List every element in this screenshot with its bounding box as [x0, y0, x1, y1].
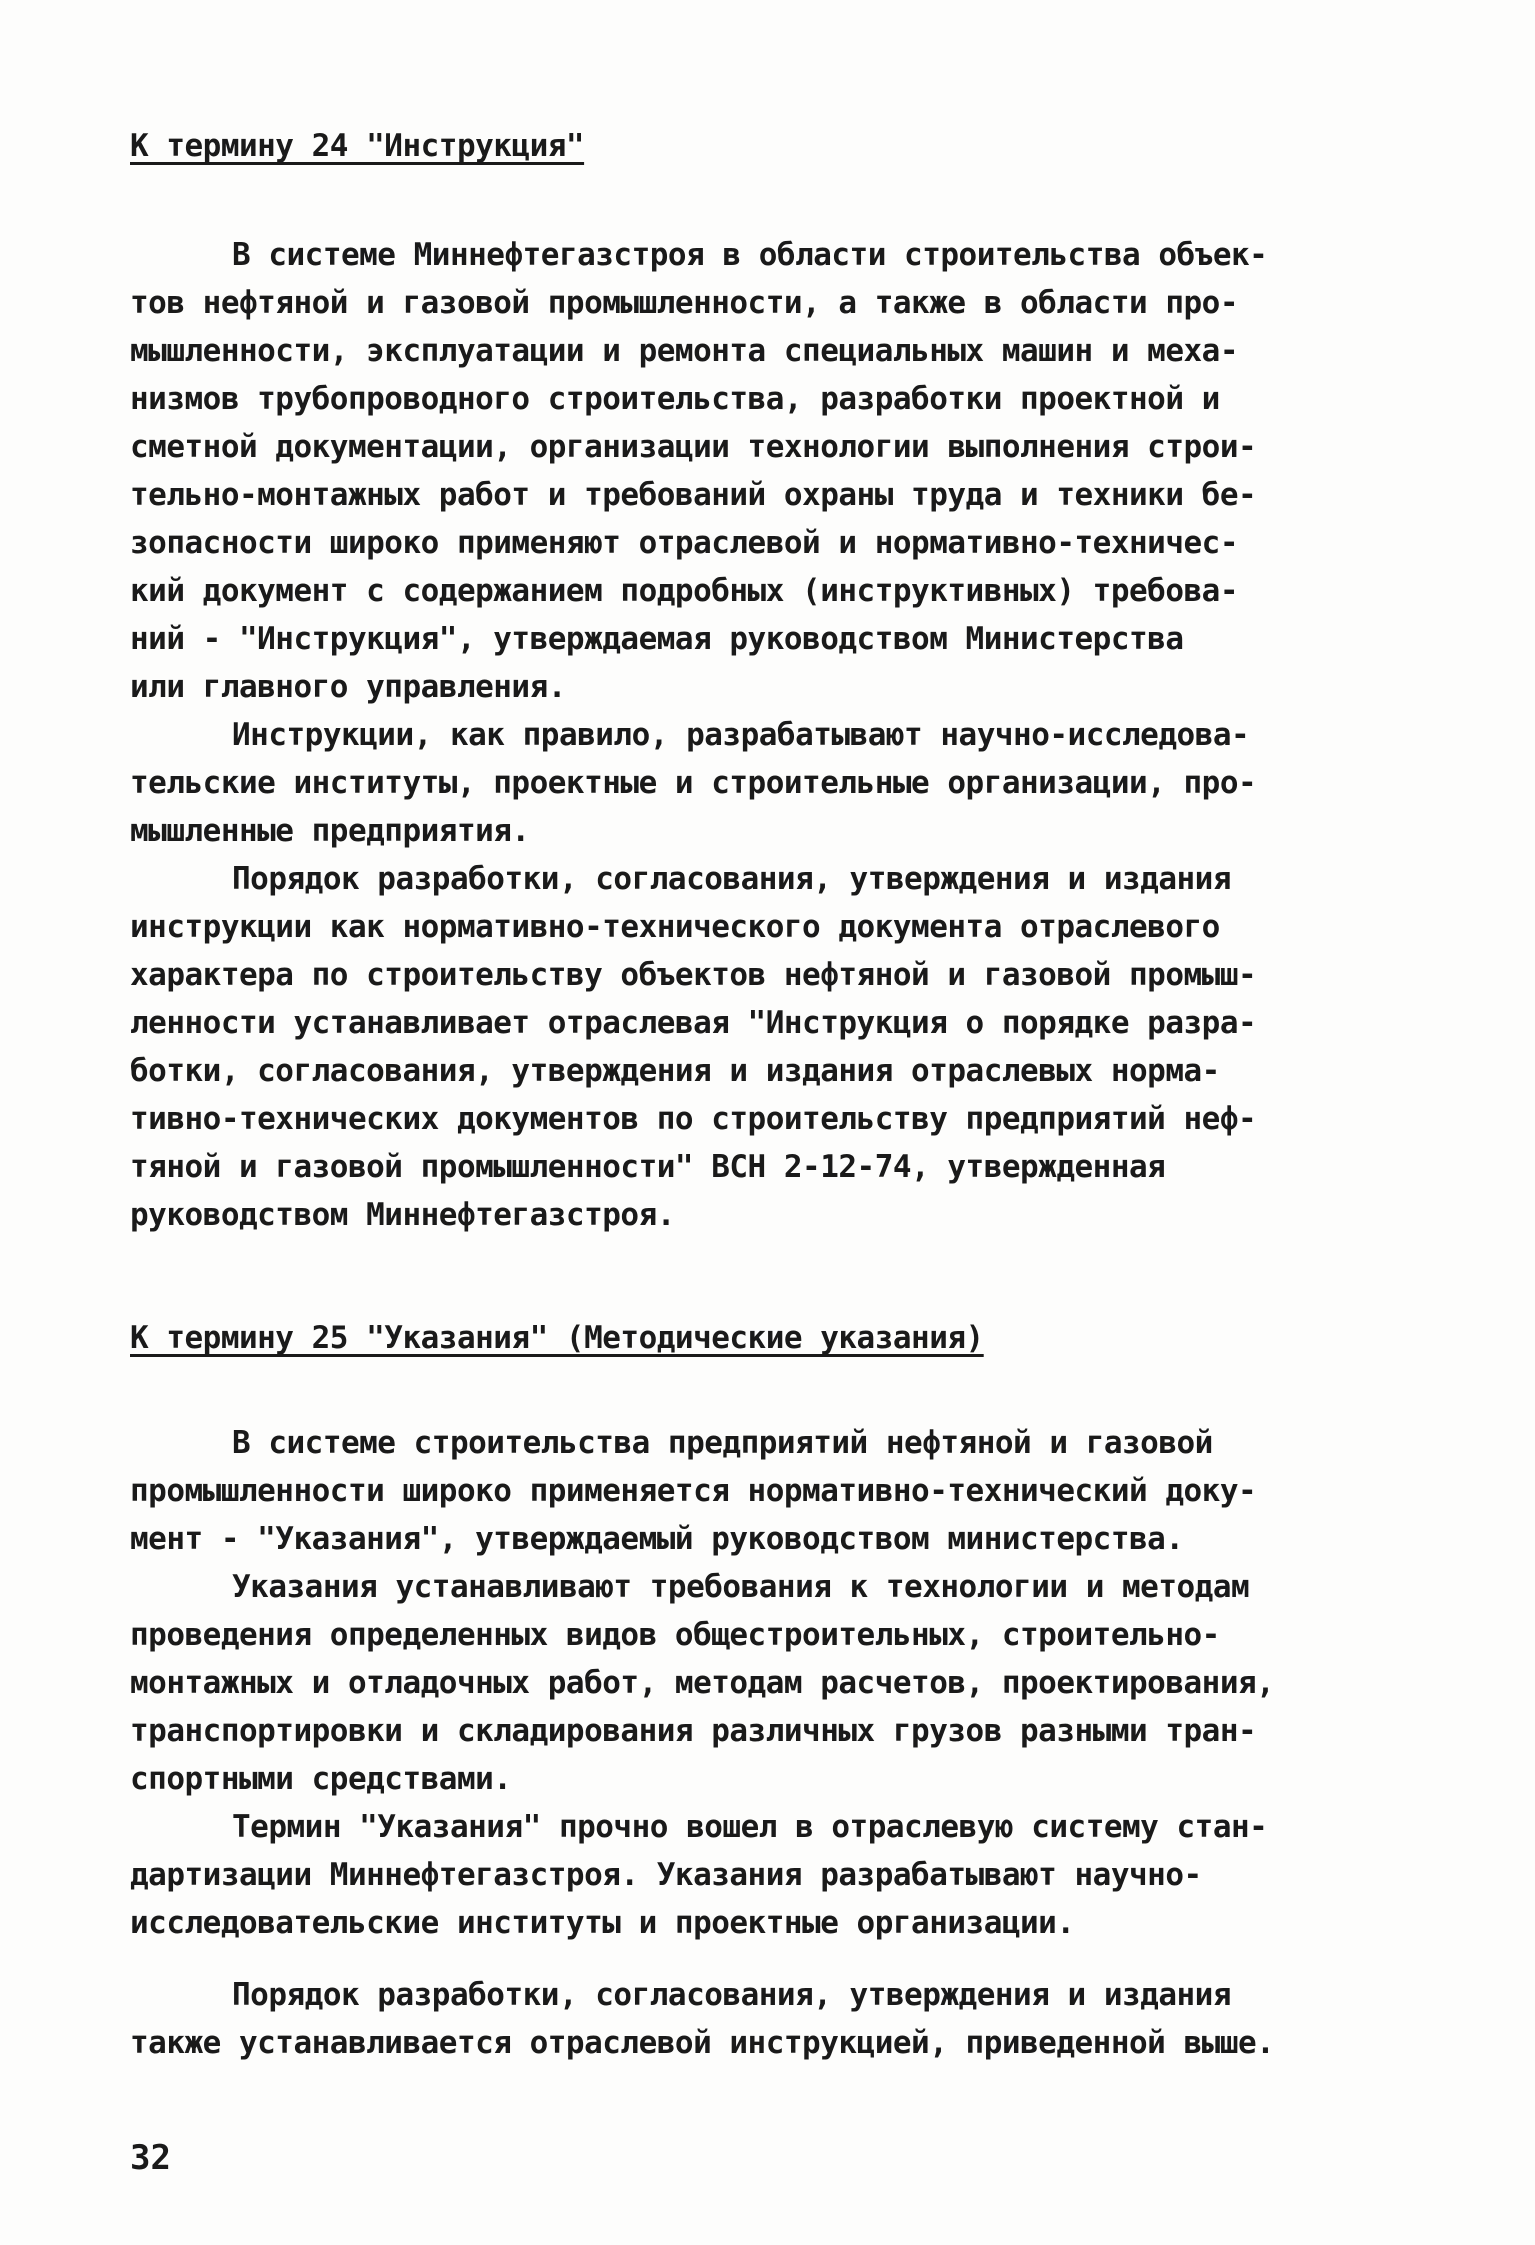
paragraph-line: характера по строительству объектов нефтяной и газовой промыш-	[130, 957, 1257, 993]
paragraph-line: Термин "Указания" прочно вошел в отраслевую систему стан-	[232, 1809, 1268, 1845]
paragraph-line: или главного управления.	[130, 669, 566, 705]
paragraph-line: зопасности широко применяют отраслевой и нормативно-техничес-	[130, 525, 1238, 561]
paragraph-line: инструкции как нормативно-технического документа отраслевого	[130, 909, 1220, 945]
paragraph-line: проведения определенных видов общестроительных, строительно-	[130, 1617, 1220, 1653]
paragraph-line: тяной и газовой промышленности" ВСН 2-12-74, утвержденная	[130, 1149, 1166, 1185]
paragraph-line: В системе строительства предприятий нефтяной и газовой	[232, 1425, 1213, 1461]
paragraph-line: Инструкции, как правило, разрабатывают научно-исследова-	[232, 717, 1250, 753]
paragraph-line: В системе Миннефтегазстроя в области строительства объек-	[232, 237, 1268, 273]
paragraph-line: мент - "Указания", утверждаемый руководством министерства.	[130, 1521, 1184, 1557]
paragraph-line: дартизации Миннефтегазстроя. Указания разрабатывают научно-	[130, 1857, 1202, 1893]
section-heading-term-24: К термину 24 "Инструкция"	[130, 128, 585, 164]
paragraph-line: Порядок разработки, согласования, утверждения и издания	[232, 1977, 1231, 2013]
paragraph-line: сметной документации, организации технологии выполнения строи-	[130, 429, 1257, 465]
paragraph-line: низмов трубопроводного строительства, разработки проектной и	[130, 381, 1220, 417]
paragraph-line: Порядок разработки, согласования, утверждения и издания	[232, 861, 1231, 897]
paragraph-line: тельские институты, проектные и строительные организации, про-	[130, 765, 1257, 801]
paragraph-line: мышленности, эксплуатации и ремонта специальных машин и меха-	[130, 333, 1238, 369]
paragraph-line: также устанавливается отраслевой инструкцией, приведенной выше.	[130, 2025, 1275, 2061]
paragraph-line: ботки, согласования, утверждения и издания отраслевых норма-	[130, 1053, 1220, 1089]
paragraph-line: спортными средствами.	[130, 1761, 512, 1797]
paragraph-line: тивно-технических документов по строительству предприятий неф-	[130, 1101, 1257, 1137]
paragraph-line: тельно-монтажных работ и требований охраны труда и техники бе-	[130, 477, 1257, 513]
paragraph-line: транспортировки и складирования различных грузов разными тран-	[130, 1713, 1257, 1749]
paragraph-line: Указания устанавливают требования к технологии и методам	[232, 1569, 1250, 1605]
paragraph-line: монтажных и отладочных работ, методам расчетов, проектирования,	[130, 1665, 1275, 1701]
paragraph-line: исследовательские институты и проектные организации.	[130, 1905, 1075, 1941]
paragraph-line: кий документ с содержанием подробных (инструктивных) требова-	[130, 573, 1238, 609]
paragraph-line: ленности устанавливает отраслевая "Инструкция о порядке разра-	[130, 1005, 1257, 1041]
paragraph-line: мышленные предприятия.	[130, 813, 530, 849]
paragraph-line: промышленности широко применяется нормативно-технический доку-	[130, 1473, 1257, 1509]
paragraph-line: ний - "Инструкция", утверждаемая руководством Министерства	[130, 621, 1184, 657]
section-heading-term-25: К термину 25 "Указания" (Методические указания)	[130, 1320, 984, 1356]
paragraph-line: тов нефтяной и газовой промышленности, а также в области про-	[130, 285, 1238, 321]
page-number: 32	[130, 2138, 171, 2178]
paragraph-line: руководством Миннефтегазстроя.	[130, 1197, 675, 1233]
